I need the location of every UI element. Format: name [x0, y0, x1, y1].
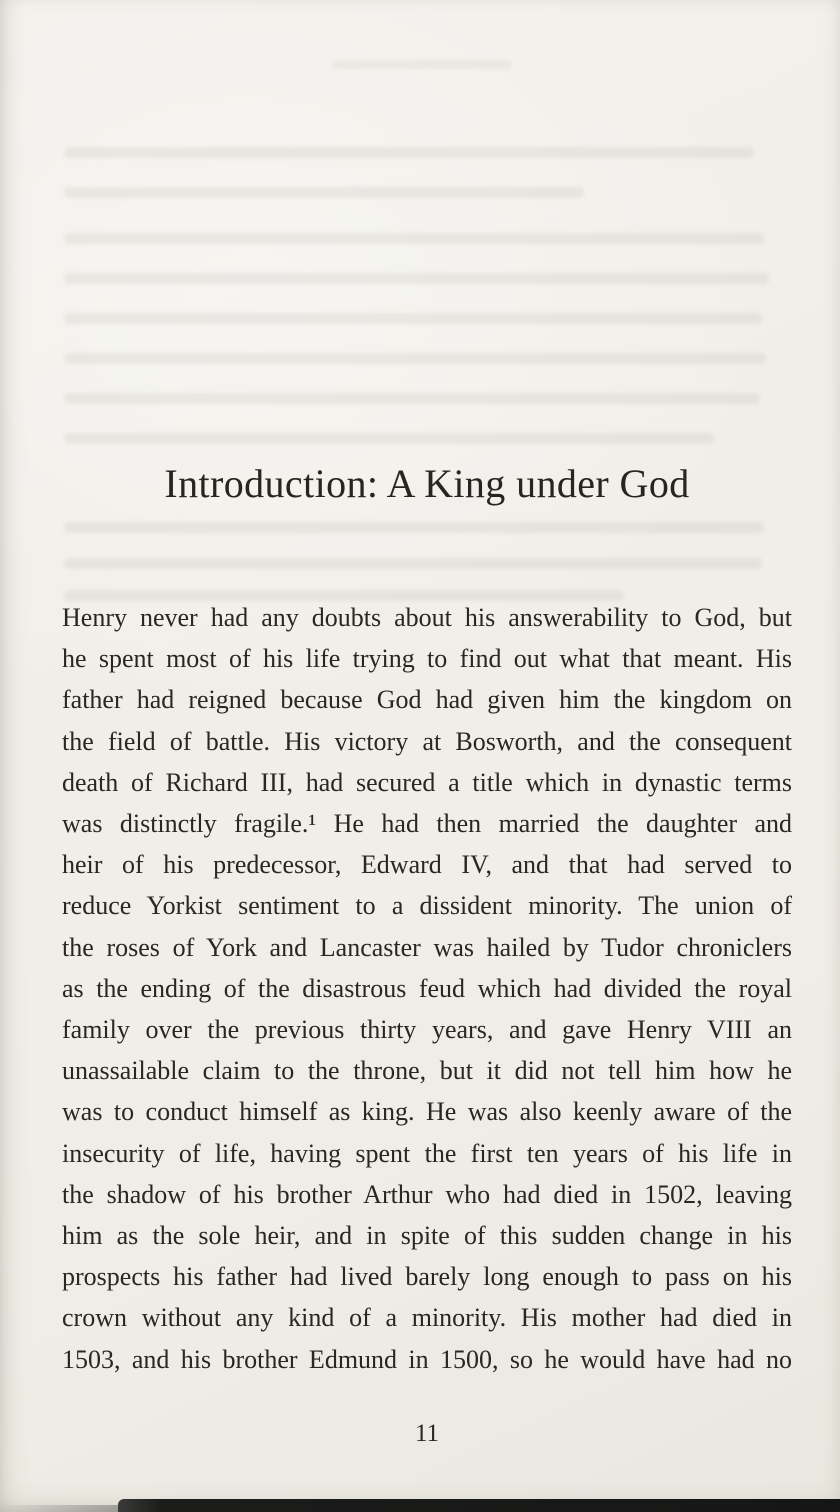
- show-through-line: [64, 558, 762, 569]
- show-through-line: [64, 433, 714, 444]
- show-through-line: [64, 147, 754, 158]
- body-text-line: insecurity of life, having spent the first ten years of his life in: [62, 1138, 792, 1168]
- show-through-line: [64, 393, 760, 404]
- body-paragraph: [62, 597, 792, 1380]
- body-text-line: him as the sole heir, and in spite of this sudden change in his: [62, 1221, 792, 1251]
- body-text-line: death of Richard III, had secured a title which in dynastic terms: [62, 767, 792, 797]
- body-text-line: family over the previous thirty years, and gave Henry VIII an: [62, 1015, 792, 1045]
- body-text-line: 1503, and his brother Edmund in 1500, so he would have had no: [62, 1344, 792, 1374]
- body-text-line: unassailable claim to the throne, but it did not tell him how he: [62, 1056, 792, 1086]
- body-text-line: was to conduct himself as king. He was also keenly aware of the: [62, 1097, 792, 1127]
- scan-edge-bar: [118, 1499, 840, 1512]
- body-text-line: as the ending of the disastrous feud which had divided the royal: [62, 973, 792, 1003]
- show-through-line: [64, 187, 584, 198]
- body-text-line: Henry never had any doubts about his answerability to God, but: [62, 603, 792, 632]
- body-text-line: the shadow of his brother Arthur who had died in 1502, leaving: [62, 1179, 792, 1209]
- show-through-line: [64, 273, 769, 284]
- body-text-line: he spent most of his life trying to find out what that meant. His: [62, 644, 792, 674]
- body-text-line: was distinctly fragile.¹ He had then married the daughter and: [62, 809, 792, 839]
- show-through-line: [64, 522, 764, 533]
- show-through-line: [64, 233, 764, 244]
- show-through-line: [64, 313, 762, 324]
- scan-edge-fade: [0, 1505, 120, 1512]
- body-text-line: the roses of York and Lancaster was hailed by Tudor chroniclers: [62, 932, 792, 962]
- body-text-line: heir of his predecessor, Edward IV, and that had served to: [62, 850, 792, 880]
- body-text-line: prospects his father had lived barely long enough to pass on his: [62, 1262, 792, 1292]
- show-through-line: [64, 353, 766, 364]
- show-through-running-header: [332, 60, 512, 69]
- body-text-line: the field of battle. His victory at Bosworth, and the consequent: [62, 726, 792, 756]
- body-text-line: crown without any kind of a minority. His mother had died in: [62, 1303, 792, 1333]
- body-text-line: father had reigned because God had given him the kingdom on: [62, 685, 792, 715]
- chapter-heading: Introduction: A King under God: [164, 461, 690, 506]
- body-text-line: reduce Yorkist sentiment to a dissident minority. The union of: [62, 891, 792, 921]
- page-number: 11: [414, 1420, 440, 1447]
